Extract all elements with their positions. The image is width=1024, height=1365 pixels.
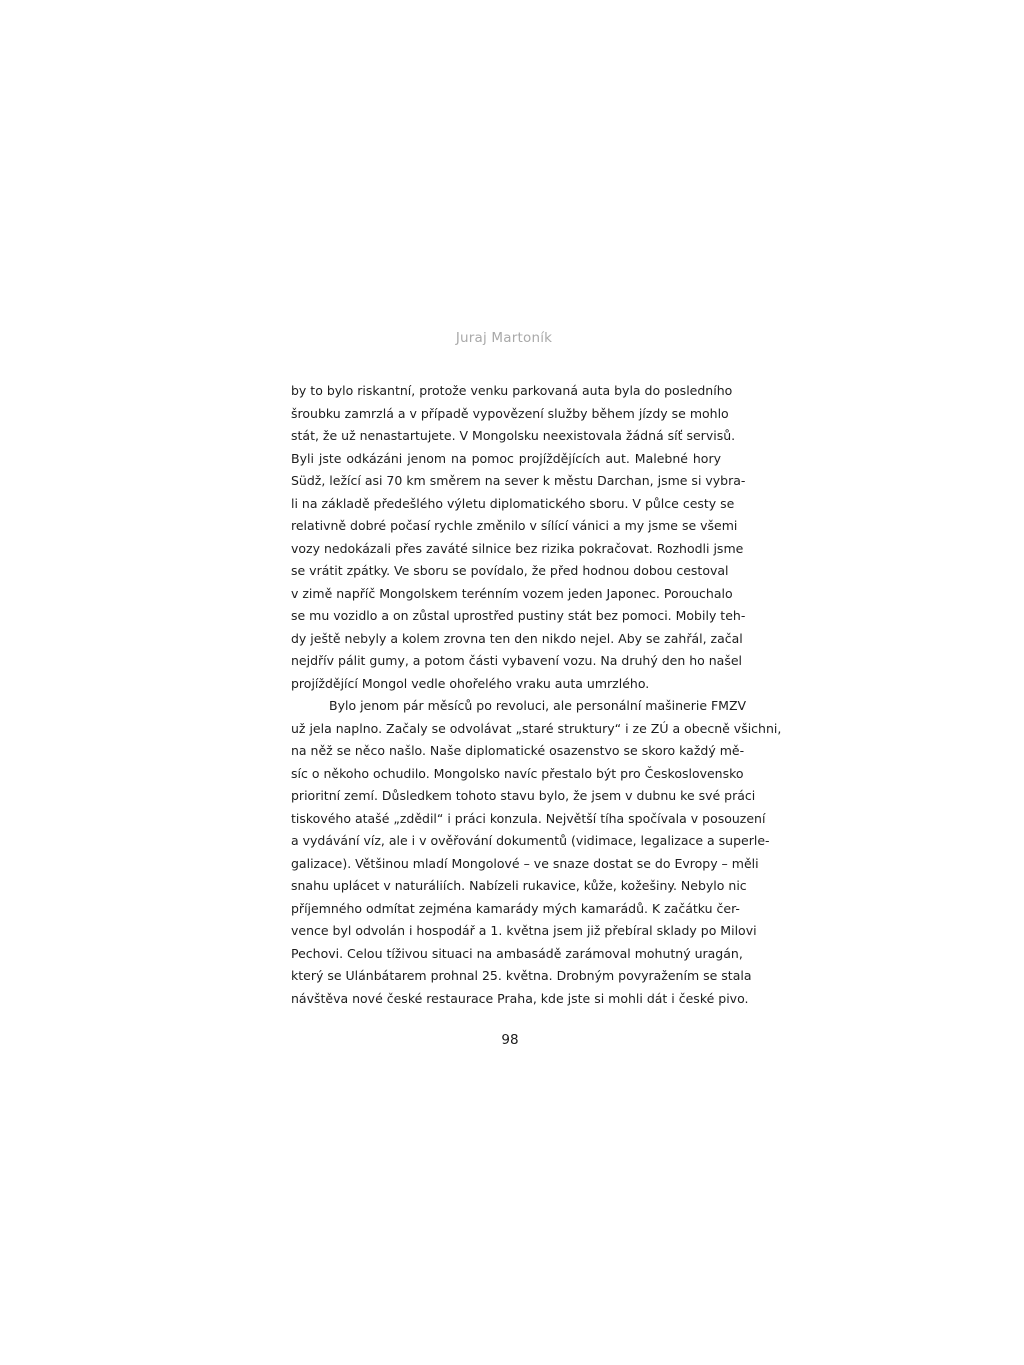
text-line: se mu vozidlo a on zůstal uprostřed pustiny stát bez pomoci. Mobily teh- bbox=[291, 608, 746, 623]
text-line: li na základě předešlého výletu diplomatického sboru. V půlce cesty se bbox=[291, 495, 735, 511]
text-line: Südž, ležící asi 70 km směrem na sever k městu Darchan, jsme si vybra- bbox=[291, 473, 746, 488]
text-line: příjemného odmítat zejména kamarády mých kamarádů. K začátku čer- bbox=[291, 900, 740, 916]
paragraph-1 bbox=[291, 380, 746, 695]
text-line: stát, že už nenastartujete. V Mongolsku neexistovala žádná síť servisů. bbox=[291, 428, 736, 443]
text-line: galizace). Většinou mladí Mongolové – ve snaze dostat se do Evropy – měli bbox=[291, 855, 759, 871]
body-text bbox=[291, 380, 782, 1010]
text-line: dy ještě nebyly a kolem zrovna ten den nikdo nejel. Aby se zahřál, začal bbox=[291, 630, 743, 646]
page-number: 98 bbox=[501, 1032, 519, 1048]
text-line: projíždějící Mongol vedle ohořelého vraku auta umrzlého. bbox=[291, 675, 650, 691]
text-line: se vrátit zpátky. Ve sboru se povídalo, že před hodnou dobou cestoval bbox=[291, 563, 729, 578]
text-line: který se Ulánbátarem prohnal 25. května. Drobným povyražením se stala bbox=[291, 968, 752, 983]
text-line: nejdřív pálit gumy, a potom části vybavení vozu. Na druhý den ho našel bbox=[291, 653, 743, 668]
text-line: Bylo jenom pár měsíců po revoluci, ale personální mašinerie FMZV bbox=[329, 698, 747, 713]
text-line: návštěva nové české restaurace Praha, kde jste si mohli dát i české pivo. bbox=[291, 990, 749, 1006]
text-line: tiskového atašé „zdědil“ i práci konzula. Největší tíha spočívala v posouzení bbox=[291, 810, 766, 826]
text-line: vozy nedokázali přes zaváté silnice bez rizika pokračovat. Rozhodli jsme bbox=[291, 540, 744, 556]
text-line: Pechovi. Celou tíživou situaci na ambasádě zarámoval mohutný uragán, bbox=[291, 945, 743, 961]
paragraph-2 bbox=[291, 695, 782, 1010]
text-line: prioritní zemí. Důsledkem tohoto stavu bylo, že jsem v dubnu ke své práci bbox=[291, 788, 756, 803]
text-line: snahu uplácet v naturáliích. Nabízeli rukavice, kůže, kožešiny. Nebylo nic bbox=[291, 878, 747, 893]
text-line: Byli jste odkázáni jenom na pomoc projíždějících aut. Malebné hory bbox=[291, 450, 721, 466]
text-line: by to bylo riskantní, protože venku parkovaná auta byla do posledního bbox=[291, 383, 733, 398]
text-line: a vydávání víz, ale i v ověřování dokumentů (vidimace, legalizace a superle- bbox=[291, 833, 770, 848]
text-line: už jela naplno. Začaly se odvolávat „staré struktury“ i ze ZÚ a obecně všichni, bbox=[291, 720, 782, 736]
running-head-author: Juraj Martoník bbox=[455, 330, 553, 346]
text-line: vence byl odvolán i hospodář a 1. května jsem již přebíral sklady po Milovi bbox=[291, 923, 757, 938]
text-line: síc o někoho ochudilo. Mongolsko navíc přestalo být pro Československo bbox=[291, 765, 744, 781]
text-line: na něž se něco našlo. Naše diplomatické osazenstvo se skoro každý mě- bbox=[291, 743, 745, 758]
text-line: relativně dobré počasí rychle změnilo v sílící vánici a my jsme se všemi bbox=[291, 518, 738, 533]
text-line: šroubku zamrzlá a v případě vypovězení služby během jízdy se mohlo bbox=[291, 405, 729, 421]
text-line: v zimě napříč Mongolskem terénním vozem jeden Japonec. Porouchalo bbox=[291, 585, 733, 601]
